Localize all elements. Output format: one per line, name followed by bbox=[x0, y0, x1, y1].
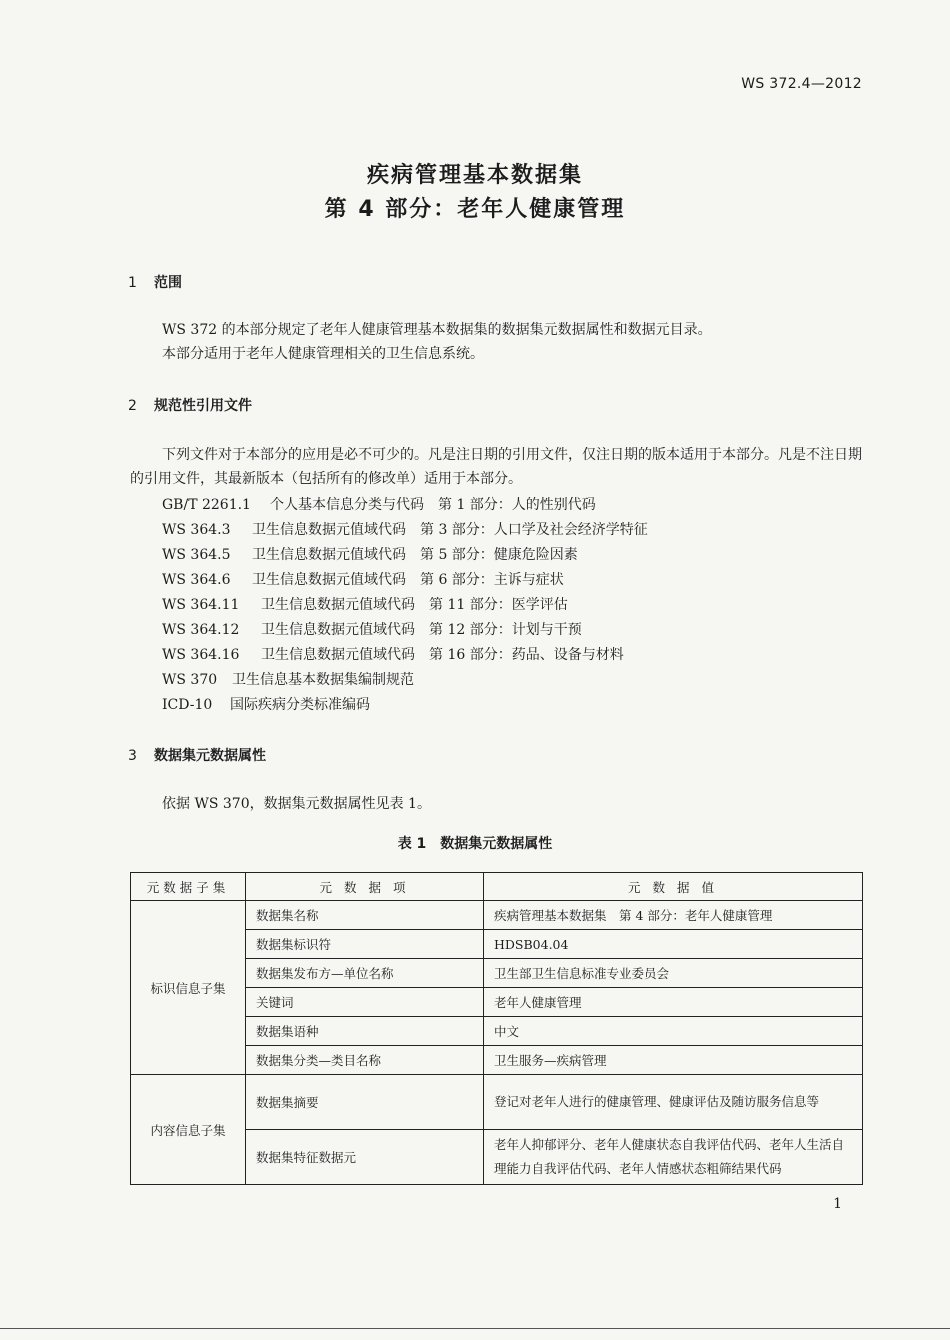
paragraph: 本部分适用于老年人健康管理相关的卫生信息系统。 bbox=[162, 346, 484, 362]
item-cell: 数据集摘要 bbox=[246, 1075, 484, 1130]
reference-code: WS 364.11 bbox=[162, 597, 240, 613]
reference-item bbox=[162, 669, 414, 689]
section-2-intro: 下列文件对于本部分的应用是必不可少的。凡是注日期的引用文件，仅注日期的版本适用于本部分。凡是不注日期的引用文件，其最新版本（包括所有的修改单）适用于本部分。 bbox=[130, 447, 862, 487]
section-2-heading bbox=[128, 395, 252, 415]
item-cell: 数据集特征数据元 bbox=[246, 1130, 484, 1185]
column-header: 元 数 据 值 bbox=[484, 873, 863, 901]
reference-title: 卫生信息数据元值域代码 第 3 部分：人口学及社会经济学特征 bbox=[252, 522, 648, 538]
section-3-body bbox=[130, 792, 864, 816]
value-cell: 卫生部卫生信息标准专业委员会 bbox=[484, 959, 863, 988]
reference-title: 卫生信息基本数据集编制规范 bbox=[232, 672, 414, 688]
reference-item bbox=[162, 694, 370, 714]
reference-code: WS 364.12 bbox=[162, 622, 240, 638]
reference-item bbox=[162, 569, 564, 589]
reference-title: 卫生信息数据元值域代码 第 5 部分：健康危险因素 bbox=[252, 547, 578, 563]
reference-code: GB/T 2261.1 bbox=[162, 497, 251, 513]
document-subtitle: 第 4 部分：老年人健康管理 bbox=[324, 197, 626, 222]
reference-item bbox=[162, 594, 568, 614]
paragraph: 依据 WS 370，数据集元数据属性见表 1。 bbox=[162, 796, 431, 812]
reference-code: WS 364.5 bbox=[162, 547, 231, 563]
reference-title: 卫生信息数据元值域代码 第 16 部分：药品、设备与材料 bbox=[261, 647, 624, 663]
reference-title: 国际疾病分类标准编码 bbox=[230, 697, 370, 713]
page-number: 1 bbox=[833, 1196, 842, 1212]
standard-code: WS 372.4—2012 bbox=[741, 76, 862, 92]
reference-code: WS 364.16 bbox=[162, 647, 240, 663]
reference-title: 卫生信息数据元值域代码 第 6 部分：主诉与症状 bbox=[252, 572, 564, 588]
value-cell: 疾病管理基本数据集 第 4 部分：老年人健康管理 bbox=[484, 901, 863, 930]
section-1-heading bbox=[128, 272, 182, 292]
item-cell: 数据集标识符 bbox=[246, 930, 484, 959]
column-header: 元数据子集 bbox=[131, 873, 246, 901]
section-title: 范围 bbox=[154, 275, 182, 291]
reference-title: 个人基本信息分类与代码 第 1 部分：人的性别代码 bbox=[270, 497, 596, 513]
section-title: 数据集元数据属性 bbox=[154, 748, 266, 764]
value-cell: 登记对老年人进行的健康管理、健康评估及随访服务信息等 bbox=[484, 1075, 863, 1130]
reference-item bbox=[162, 619, 582, 639]
reference-title: 卫生信息数据元值域代码 第 12 部分：计划与干预 bbox=[261, 622, 582, 638]
reference-code: WS 364.6 bbox=[162, 572, 231, 588]
table-row bbox=[131, 1075, 863, 1130]
bottom-rule bbox=[0, 1328, 950, 1329]
reference-item bbox=[162, 519, 648, 539]
column-header: 元 数 据 项 bbox=[246, 873, 484, 901]
item-cell: 数据集名称 bbox=[246, 901, 484, 930]
reference-code: WS 364.3 bbox=[162, 522, 231, 538]
reference-item bbox=[162, 494, 596, 514]
item-cell: 数据集发布方—单位名称 bbox=[246, 959, 484, 988]
table-caption: 表 1 数据集元数据属性 bbox=[397, 836, 553, 852]
table-header-row bbox=[131, 873, 863, 901]
group-cell: 标识信息子集 bbox=[131, 901, 246, 1075]
table-row bbox=[131, 901, 863, 930]
reference-item bbox=[162, 544, 578, 564]
item-cell: 数据集分类—类目名称 bbox=[246, 1046, 484, 1075]
section-3-heading bbox=[128, 745, 266, 765]
section-number: 3 bbox=[128, 748, 137, 764]
section-title: 规范性引用文件 bbox=[154, 398, 252, 414]
document-title: 疾病管理基本数据集 bbox=[366, 163, 583, 188]
item-cell: 关键词 bbox=[246, 988, 484, 1017]
reference-item bbox=[162, 644, 624, 664]
section-number: 1 bbox=[128, 275, 137, 291]
reference-code: ICD-10 bbox=[162, 697, 213, 713]
value-cell: HDSB04.04 bbox=[484, 930, 863, 959]
value-cell: 中文 bbox=[484, 1017, 863, 1046]
metadata-table bbox=[130, 872, 863, 1185]
section-1-body bbox=[130, 318, 864, 366]
reference-title: 卫生信息数据元值域代码 第 11 部分：医学评估 bbox=[261, 597, 568, 613]
value-cell: 老年人健康管理 bbox=[484, 988, 863, 1017]
value-cell: 老年人抑郁评分、老年人健康状态自我评估代码、老年人生活自理能力自我评估代码、老年人情感状态粗筛结果代码 bbox=[484, 1130, 863, 1185]
group-cell: 内容信息子集 bbox=[131, 1075, 246, 1185]
section-number: 2 bbox=[128, 398, 137, 414]
value-cell: 卫生服务—疾病管理 bbox=[484, 1046, 863, 1075]
item-cell: 数据集语种 bbox=[246, 1017, 484, 1046]
paragraph: WS 372 的本部分规定了老年人健康管理基本数据集的数据集元数据属性和数据元目录。 bbox=[162, 322, 712, 338]
reference-code: WS 370 bbox=[162, 672, 218, 688]
